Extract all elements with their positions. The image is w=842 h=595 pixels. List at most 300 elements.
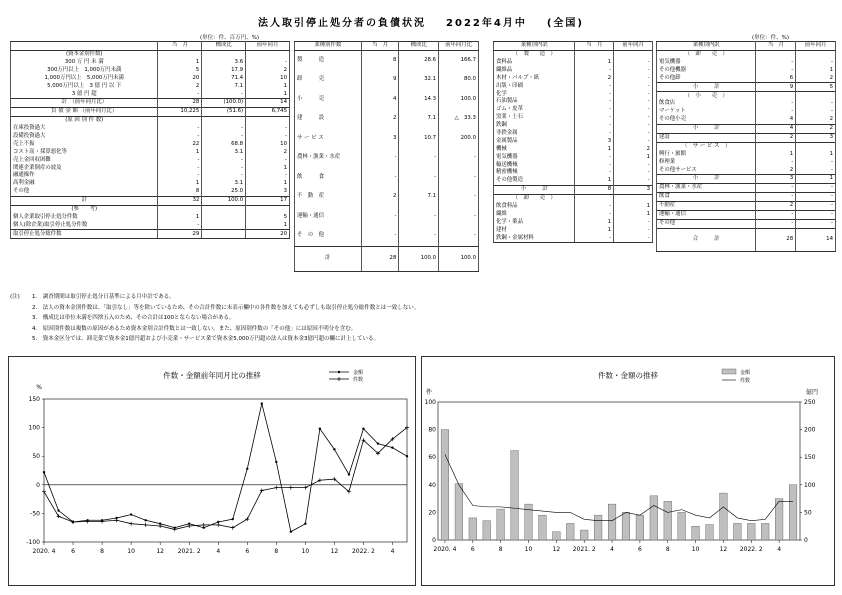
- row-label: 1,000万円以上 5,000万円未満: [11, 75, 158, 83]
- table-row: [494, 130, 653, 138]
- row-value: -: [614, 169, 653, 177]
- y-tick-label: 80: [428, 426, 436, 434]
- row-value: 1: [158, 59, 202, 67]
- table-row: [11, 67, 290, 75]
- row-label: 計: [11, 196, 158, 205]
- row-value: [158, 50, 202, 58]
- row-label: 興行・旅館: [657, 151, 756, 159]
- row-value: -: [439, 168, 479, 188]
- total-row: [295, 246, 479, 271]
- table-row: [657, 50, 836, 58]
- bar: [734, 523, 742, 540]
- x-tick-label: 6: [245, 548, 250, 555]
- row-value: -: [575, 211, 614, 219]
- y2-tick-label: 250: [804, 399, 816, 406]
- row-value: [246, 205, 290, 213]
- row-label: 3 億 円 超: [11, 90, 158, 98]
- row-label: （ 卸 売 ）: [657, 50, 756, 58]
- row-value: -: [756, 100, 796, 108]
- row-value: -: [399, 148, 439, 168]
- row-label: 食料品: [494, 59, 575, 67]
- row-value: 100.0: [202, 196, 246, 205]
- row-value: -: [158, 222, 202, 230]
- row-value: -: [614, 138, 653, 146]
- table-row: [295, 207, 479, 227]
- row-label: 鉄鋼・金属材料: [494, 234, 575, 242]
- row-value: -: [439, 226, 479, 246]
- data-point: [290, 531, 292, 533]
- x-tick-label: 12: [330, 548, 339, 555]
- row-label: 不動産: [657, 201, 756, 210]
- data-point: [275, 461, 277, 463]
- bar: [594, 515, 602, 540]
- table-row: [295, 109, 479, 129]
- row-value: 166.7: [439, 50, 479, 70]
- row-value: -: [575, 98, 614, 106]
- row-label: 計 （前年同月比）: [11, 99, 158, 108]
- row-value: (100.0): [202, 99, 246, 108]
- table-row: [11, 99, 290, 108]
- legend-label: 金額: [353, 370, 364, 376]
- data-point: [231, 526, 235, 530]
- chart-trend: [422, 357, 834, 585]
- row-value: 6: [756, 75, 796, 83]
- title-period: 2022年4月中: [446, 18, 527, 29]
- row-value: 1: [796, 175, 836, 184]
- row-value: 2: [796, 116, 836, 124]
- column-header: 当 月: [756, 42, 796, 51]
- row-value: 1: [575, 59, 614, 67]
- y-tick-label: 100: [28, 424, 40, 432]
- row-value: -: [614, 114, 653, 122]
- row-value: 14: [246, 99, 290, 108]
- bar: [678, 512, 686, 540]
- column-header: 当 月: [361, 42, 399, 51]
- row-label: 農林・漁業・水産: [657, 184, 756, 193]
- table-row: [494, 106, 653, 114]
- row-value: 2: [614, 146, 653, 154]
- row-value: -: [796, 100, 836, 108]
- row-value: -: [796, 193, 836, 202]
- row-value: -: [756, 67, 796, 75]
- row-value: 2: [575, 75, 614, 83]
- row-value: -: [246, 125, 290, 133]
- note-item: 4. 原因別件数は複数の原因があるため資本金別合計件数とは一致しない。また、原因別件数の「その他」には原因不明分を含む。: [32, 325, 357, 332]
- row-label: (資本金別件数): [11, 50, 158, 58]
- column-header: 前年同月: [796, 42, 836, 51]
- table-row: [295, 90, 479, 110]
- x-tick-label: 2020. 4: [433, 546, 457, 553]
- bar: [650, 496, 658, 540]
- row-value: [246, 117, 290, 125]
- column-header: 構成比: [202, 42, 246, 51]
- table-row: [11, 90, 290, 98]
- bar: [539, 515, 547, 540]
- row-value: -: [614, 177, 653, 185]
- column-header: 構成比: [399, 42, 439, 51]
- table-row: [657, 142, 836, 150]
- row-label: 融通操作: [11, 172, 158, 180]
- table-row: [11, 50, 290, 58]
- table-row: [11, 188, 290, 196]
- table-industry-count: [294, 41, 479, 272]
- table-row: [657, 75, 836, 83]
- table-row: [657, 151, 836, 159]
- row-value: 29: [158, 230, 202, 239]
- table-capital-cause: [10, 41, 290, 239]
- row-value: 28.6: [399, 50, 439, 70]
- row-value: 20: [246, 230, 290, 239]
- y-tick-label: 100: [424, 399, 436, 406]
- x-tick-label: 2022. 2: [351, 548, 375, 555]
- row-value: -: [614, 106, 653, 114]
- row-label: その他卸: [657, 75, 756, 83]
- y2-tick-label: 0: [804, 537, 808, 544]
- row-label: （ 卸 売 ）: [494, 194, 575, 202]
- row-value: 2: [756, 166, 796, 174]
- data-point: [115, 518, 119, 522]
- row-value: [202, 50, 246, 58]
- row-label: 取引停止処分総件数: [11, 230, 158, 239]
- row-value: 32: [158, 196, 202, 205]
- row-value: -: [158, 172, 202, 180]
- row-value: -: [575, 122, 614, 130]
- row-label: 繊維品: [494, 67, 575, 75]
- row-label: 非鉄金属: [494, 130, 575, 138]
- row-value: 2: [756, 201, 796, 210]
- data-point: [42, 490, 46, 494]
- table-row: [11, 125, 290, 133]
- row-value: -: [796, 108, 836, 116]
- row-label: 在庫投資過大: [11, 125, 158, 133]
- row-value: -: [575, 114, 614, 122]
- bar: [720, 493, 728, 540]
- table-row: [11, 172, 290, 180]
- row-value: 6,745: [246, 108, 290, 117]
- row-label: 小 計: [657, 83, 756, 92]
- row-value: -: [614, 67, 653, 75]
- row-value: -: [399, 226, 439, 246]
- row-value: -: [575, 161, 614, 169]
- row-value: -: [575, 67, 614, 75]
- row-label: その他サービス: [657, 166, 756, 174]
- row-value: 2: [361, 109, 399, 129]
- row-label: その他小売: [657, 116, 756, 124]
- data-point: [158, 524, 162, 528]
- table-row: [494, 122, 653, 130]
- row-value: 8: [361, 50, 399, 70]
- table-row: [11, 222, 290, 230]
- header-row: [494, 42, 653, 51]
- row-label: 運輸・通信: [295, 207, 362, 227]
- y2-tick-label: 200: [804, 426, 816, 434]
- x-tick-label: 4: [390, 548, 395, 555]
- y2-tick-label: 50: [804, 509, 812, 517]
- row-value: -: [614, 98, 653, 106]
- table-row: [657, 124, 836, 133]
- row-value: -: [158, 90, 202, 98]
- row-value: -: [796, 201, 836, 210]
- data-point: [203, 527, 205, 529]
- row-label: 小 計: [657, 175, 756, 184]
- row-value: [158, 205, 202, 213]
- legend-label: 件数: [353, 377, 364, 383]
- data-point: [216, 523, 220, 527]
- row-value: 71.4: [202, 75, 246, 83]
- row-value: [796, 50, 836, 58]
- table-row: [657, 210, 836, 219]
- bar: [789, 485, 797, 540]
- x-tick-label: 10: [301, 548, 310, 555]
- table-row: [657, 67, 836, 75]
- column-header: 前年同月: [246, 42, 290, 51]
- row-value: -: [202, 164, 246, 172]
- row-value: -: [246, 172, 290, 180]
- row-value: 10.7: [399, 129, 439, 149]
- table-row: [11, 196, 290, 205]
- row-label: 出版・印刷: [494, 82, 575, 90]
- row-value: 2: [158, 82, 202, 90]
- total-value: 100.0: [399, 246, 439, 271]
- data-point: [333, 448, 335, 450]
- row-value: 2: [756, 133, 796, 142]
- y-tick-label: -50: [30, 510, 40, 518]
- table-row: [11, 230, 290, 239]
- row-label: そ の 他: [295, 226, 362, 246]
- row-value: -: [399, 207, 439, 227]
- data-point: [362, 428, 364, 430]
- row-label: 小 計: [657, 124, 756, 133]
- table-row: [657, 175, 836, 184]
- unit-left: (単位：件、百万円、%): [200, 35, 260, 41]
- row-label: 建材: [494, 226, 575, 234]
- y-axis-label: %: [36, 384, 42, 391]
- row-value: [756, 50, 796, 58]
- table-row: [657, 184, 836, 193]
- table-row: [494, 177, 653, 185]
- row-label: 売上不振: [11, 141, 158, 149]
- table-row: [494, 226, 653, 234]
- row-label: サ ー ビ ス: [295, 129, 362, 149]
- row-value: 4: [756, 116, 796, 124]
- row-value: 2: [361, 187, 399, 207]
- column-header: 業種別内訳: [657, 42, 756, 51]
- row-label: 飲食店: [657, 100, 756, 108]
- row-label: 負 債 金 額 （前年同月比）: [11, 108, 158, 117]
- row-label: 関連企業倒産の波及: [11, 164, 158, 172]
- row-value: 1: [158, 214, 202, 222]
- x-tick-label: 6: [637, 546, 642, 553]
- row-label: 300 万 円 未 満: [11, 59, 158, 67]
- x-tick-label: 10: [524, 546, 533, 553]
- x-tick-label: 10: [127, 548, 135, 555]
- x-tick-label: 12: [156, 548, 164, 555]
- row-value: 22: [158, 141, 202, 149]
- data-point: [289, 486, 293, 490]
- row-value: -: [575, 82, 614, 90]
- row-value: 2: [796, 75, 836, 83]
- row-value: 3.1: [202, 180, 246, 188]
- row-value: 5: [796, 83, 836, 92]
- row-value: [575, 50, 614, 58]
- data-point: [202, 523, 206, 527]
- row-value: 3: [575, 138, 614, 146]
- y2-axis-label: 億円: [806, 389, 819, 396]
- row-value: [575, 194, 614, 202]
- row-label: 窯業・土石: [494, 114, 575, 122]
- data-point: [319, 428, 321, 430]
- row-label: 飲食: [657, 193, 756, 202]
- row-value: 3: [614, 186, 653, 195]
- row-value: -: [614, 234, 653, 242]
- table-row: [11, 59, 290, 67]
- row-value: 1: [246, 90, 290, 98]
- table-row: [657, 166, 836, 174]
- row-value: -: [756, 158, 796, 166]
- notes-prefix: (注): [10, 294, 20, 300]
- row-value: -: [246, 156, 290, 164]
- x-tick-label: 8: [100, 548, 104, 555]
- x-tick-label: 6: [71, 548, 75, 555]
- table-row: [295, 70, 479, 90]
- row-value: -: [202, 133, 246, 141]
- row-value: 68.8: [202, 141, 246, 149]
- row-label: 修理業: [657, 158, 756, 166]
- table-industry-breakdown-2: [656, 41, 836, 252]
- x-tick-label: 8: [274, 548, 279, 555]
- y-tick-label: 50: [32, 453, 40, 461]
- row-value: 2: [796, 124, 836, 133]
- table-row: [657, 83, 836, 92]
- row-label: マーケット: [657, 108, 756, 116]
- row-value: 1: [246, 180, 290, 188]
- table-row: [657, 108, 836, 116]
- table-row: [494, 59, 653, 67]
- row-value: 1: [756, 151, 796, 159]
- row-value: 3: [796, 133, 836, 142]
- table-row: [657, 133, 836, 142]
- table-row: [494, 234, 653, 242]
- row-label: 個人企業取引停止処分件数: [11, 214, 158, 222]
- row-value: 1: [575, 219, 614, 227]
- chart-title: 件数・金額前年同月比の推移: [163, 371, 261, 380]
- row-value: 5: [246, 214, 290, 222]
- row-value: -: [158, 133, 202, 141]
- row-label: 化学: [494, 90, 575, 98]
- row-value: -: [202, 90, 246, 98]
- row-label: （ 製 造 ）: [494, 50, 575, 58]
- row-label: 小 売: [295, 90, 362, 110]
- row-value: -: [756, 59, 796, 67]
- header-row: [295, 42, 479, 51]
- row-value: -: [439, 187, 479, 207]
- data-point: [245, 517, 249, 521]
- note-item: 5. 資本金区分では、卸売業で資本金1億円超および小売業・サービス業で資本金5,000万円超の法人は資本金3億円超の欄に計上している。: [32, 336, 379, 342]
- table-row: [11, 214, 290, 222]
- y-tick-label: 40: [428, 481, 436, 489]
- row-label: 木材・パルプ・紙: [494, 75, 575, 83]
- row-value: [202, 222, 246, 230]
- data-point: [304, 522, 306, 524]
- row-value: [756, 142, 796, 150]
- data-point: [377, 442, 379, 444]
- bar: [706, 525, 714, 540]
- row-value: 5: [158, 67, 202, 75]
- row-value: 2: [246, 67, 290, 75]
- table-row: [295, 50, 479, 70]
- table-row: [494, 98, 653, 106]
- data-point: [130, 513, 132, 515]
- legend-label: 件数: [740, 378, 751, 384]
- row-value: -: [614, 59, 653, 67]
- row-value: -: [202, 125, 246, 133]
- row-label: 飲食料品: [494, 203, 575, 211]
- x-tick-label: 10: [691, 546, 700, 553]
- row-value: (51.6): [202, 108, 246, 117]
- y-tick-label: 0: [36, 481, 40, 489]
- row-value: 8: [575, 186, 614, 195]
- notes-list: [32, 292, 419, 345]
- row-label: （ 小 売 ）: [657, 92, 756, 100]
- row-value: 2: [246, 149, 290, 157]
- row-value: -: [361, 148, 399, 168]
- table-row: [657, 219, 836, 228]
- row-value: 1: [614, 211, 653, 219]
- data-point: [187, 524, 191, 528]
- row-value: -: [399, 168, 439, 188]
- row-value: 1: [614, 153, 653, 161]
- column-header: 前年同月: [614, 42, 653, 51]
- row-value: -: [796, 219, 836, 228]
- legend-bar-swatch: [722, 369, 736, 374]
- row-value: 80.0: [439, 70, 479, 90]
- table-row: [11, 141, 290, 149]
- row-value: -: [575, 169, 614, 177]
- table-row: [295, 226, 479, 246]
- title-scope: (全国): [546, 18, 584, 29]
- total-value: 28: [756, 228, 796, 251]
- row-label: 製 造: [295, 50, 362, 70]
- row-value: 9: [361, 70, 399, 90]
- bar: [636, 515, 644, 540]
- data-point: [144, 523, 148, 527]
- y-axis-label: 件: [426, 389, 433, 396]
- row-value: 9: [756, 83, 796, 92]
- row-value: [158, 117, 202, 125]
- row-label: (原 因 別 件 数): [11, 117, 158, 125]
- row-label: 小 計: [494, 186, 575, 195]
- row-value: -: [756, 193, 796, 202]
- unit-right: (単位：件、%): [752, 35, 790, 41]
- table-row: [657, 59, 836, 67]
- column-header: 業種別内訳: [494, 42, 575, 51]
- row-value: 8: [158, 188, 202, 196]
- row-label: 建 設: [295, 109, 362, 129]
- row-value: -: [796, 59, 836, 67]
- table-row: [295, 187, 479, 207]
- row-value: 10: [246, 75, 290, 83]
- column-header: 前年同月比: [439, 42, 479, 51]
- title-main: 法人取引停止処分者の負債状況: [258, 18, 427, 29]
- bar: [747, 523, 755, 540]
- table-row: [11, 156, 290, 164]
- data-point: [303, 486, 307, 490]
- table-row: [494, 50, 653, 58]
- table-row: [494, 75, 653, 83]
- row-value: -: [439, 207, 479, 227]
- row-value: -: [614, 161, 653, 169]
- row-label: 建設: [657, 133, 756, 142]
